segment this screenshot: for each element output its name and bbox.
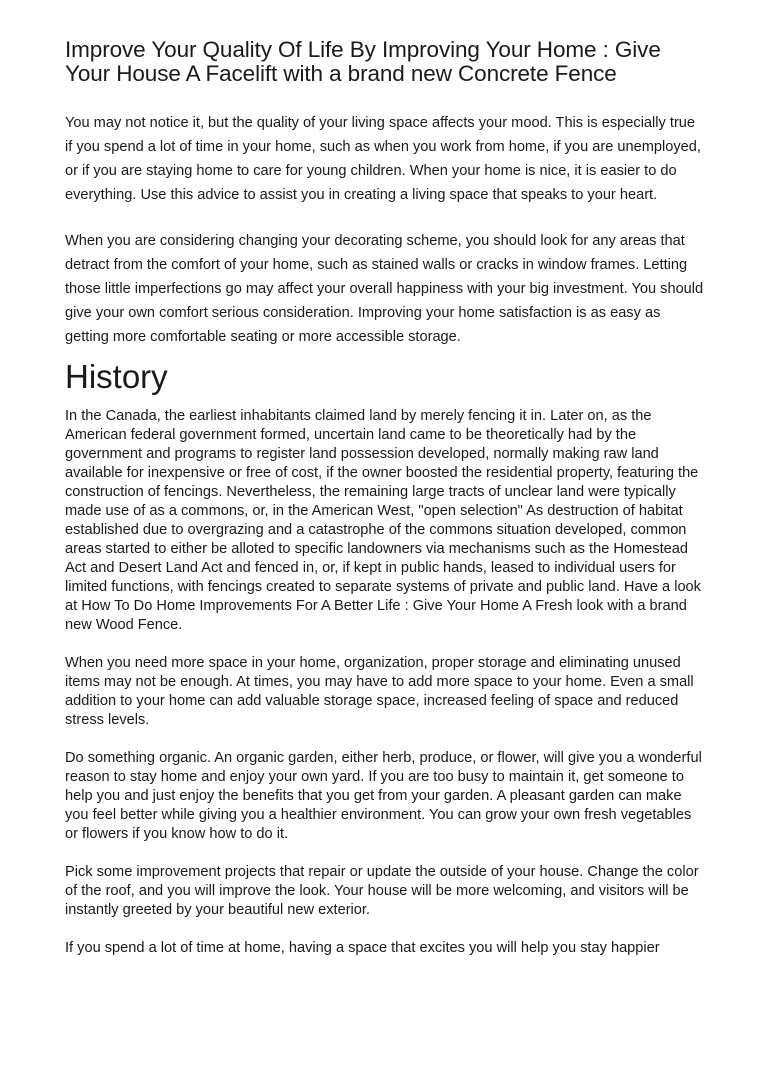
body-paragraph: In the Canada, the earliest inhabitants claimed land by merely fencing it in. Later on, as the American federal government formed, uncertain land came to be theoretically had by the government and programs to register land possession developed, normally making raw land available for inexpensive or free of cost, if the owner boosted the residential property, featuring the construction of fencings. Nevertheless, the remaining large tracts of unclear land were typically made use of as a commons, or, in the American West, "open selection" As destruction of habitat established due to overgrazing and a catastrophe of the commons situation developed, common areas started to either be alloted to specific landowners via mechanisms such as the Homestead Act and Desert Land Act and fenced in, or, if kept in public hands, leased to individual users for limited functions, with fencings created to separate systems of private and public land. Have a look at How To Do Home Improvements For A Better Life : Give Your Home A Fresh look with a brand new Wood Fence.	[65, 408, 701, 633]
body-paragraph: Do something organic. An organic garden, either herb, produce, or flower, will give you a wonderful reason to stay home and enjoy your own yard. If you are too busy to maintain it, get someone to help you and just enjoy the benefits that you get from your garden. A pleasant garden can make you feel better while giving you a healthier environment. You can grow your own fresh vegetables or flowers if you know how to do it.	[65, 750, 702, 842]
intro-paragraph: You may not notice it, but the quality of your living space affects your mood. This is especially true if you spend a lot of time in your home, such as when you work from home, if you are unemployed, or if you are staying home to care for young children. When your home is nice, it is easier to do everything. Use this advice to assist you in creating a living space that speaks to your heart.	[65, 115, 701, 203]
body-paragraph: If you spend a lot of time at home, having a space that excites you will help you stay happier	[65, 940, 660, 956]
document-page	[65, 38, 705, 958]
body-paragraph: When you need more space in your home, organization, proper storage and eliminating unused items may not be enough. At times, you may have to add more space to your home. Even a small addition to your home can add valuable storage space, increased feeling of space and reduced stress levels.	[65, 655, 694, 728]
intro-paragraph: When you are considering changing your decorating scheme, you should look for any areas that detract from the comfort of your home, such as stained walls or cracks in window frames. Letting those little imperfections go may affect your overall happiness with your big investment. You should give your own comfort serious consideration. Improving your home satisfaction is as easy as getting more comfortable seating or more accessible storage.	[65, 233, 704, 345]
body-paragraph: Pick some improvement projects that repair or update the outside of your house. Change the color of the roof, and you will improve the look. Your house will be more welcoming, and visitors will be instantly greeted by your beautiful new exterior.	[65, 864, 699, 918]
section-heading-history: History	[65, 358, 168, 395]
document-title: Improve Your Quality Of Life By Improving Your Home : Give Your House A Facelift with a brand new Concrete Fence	[65, 37, 661, 86]
